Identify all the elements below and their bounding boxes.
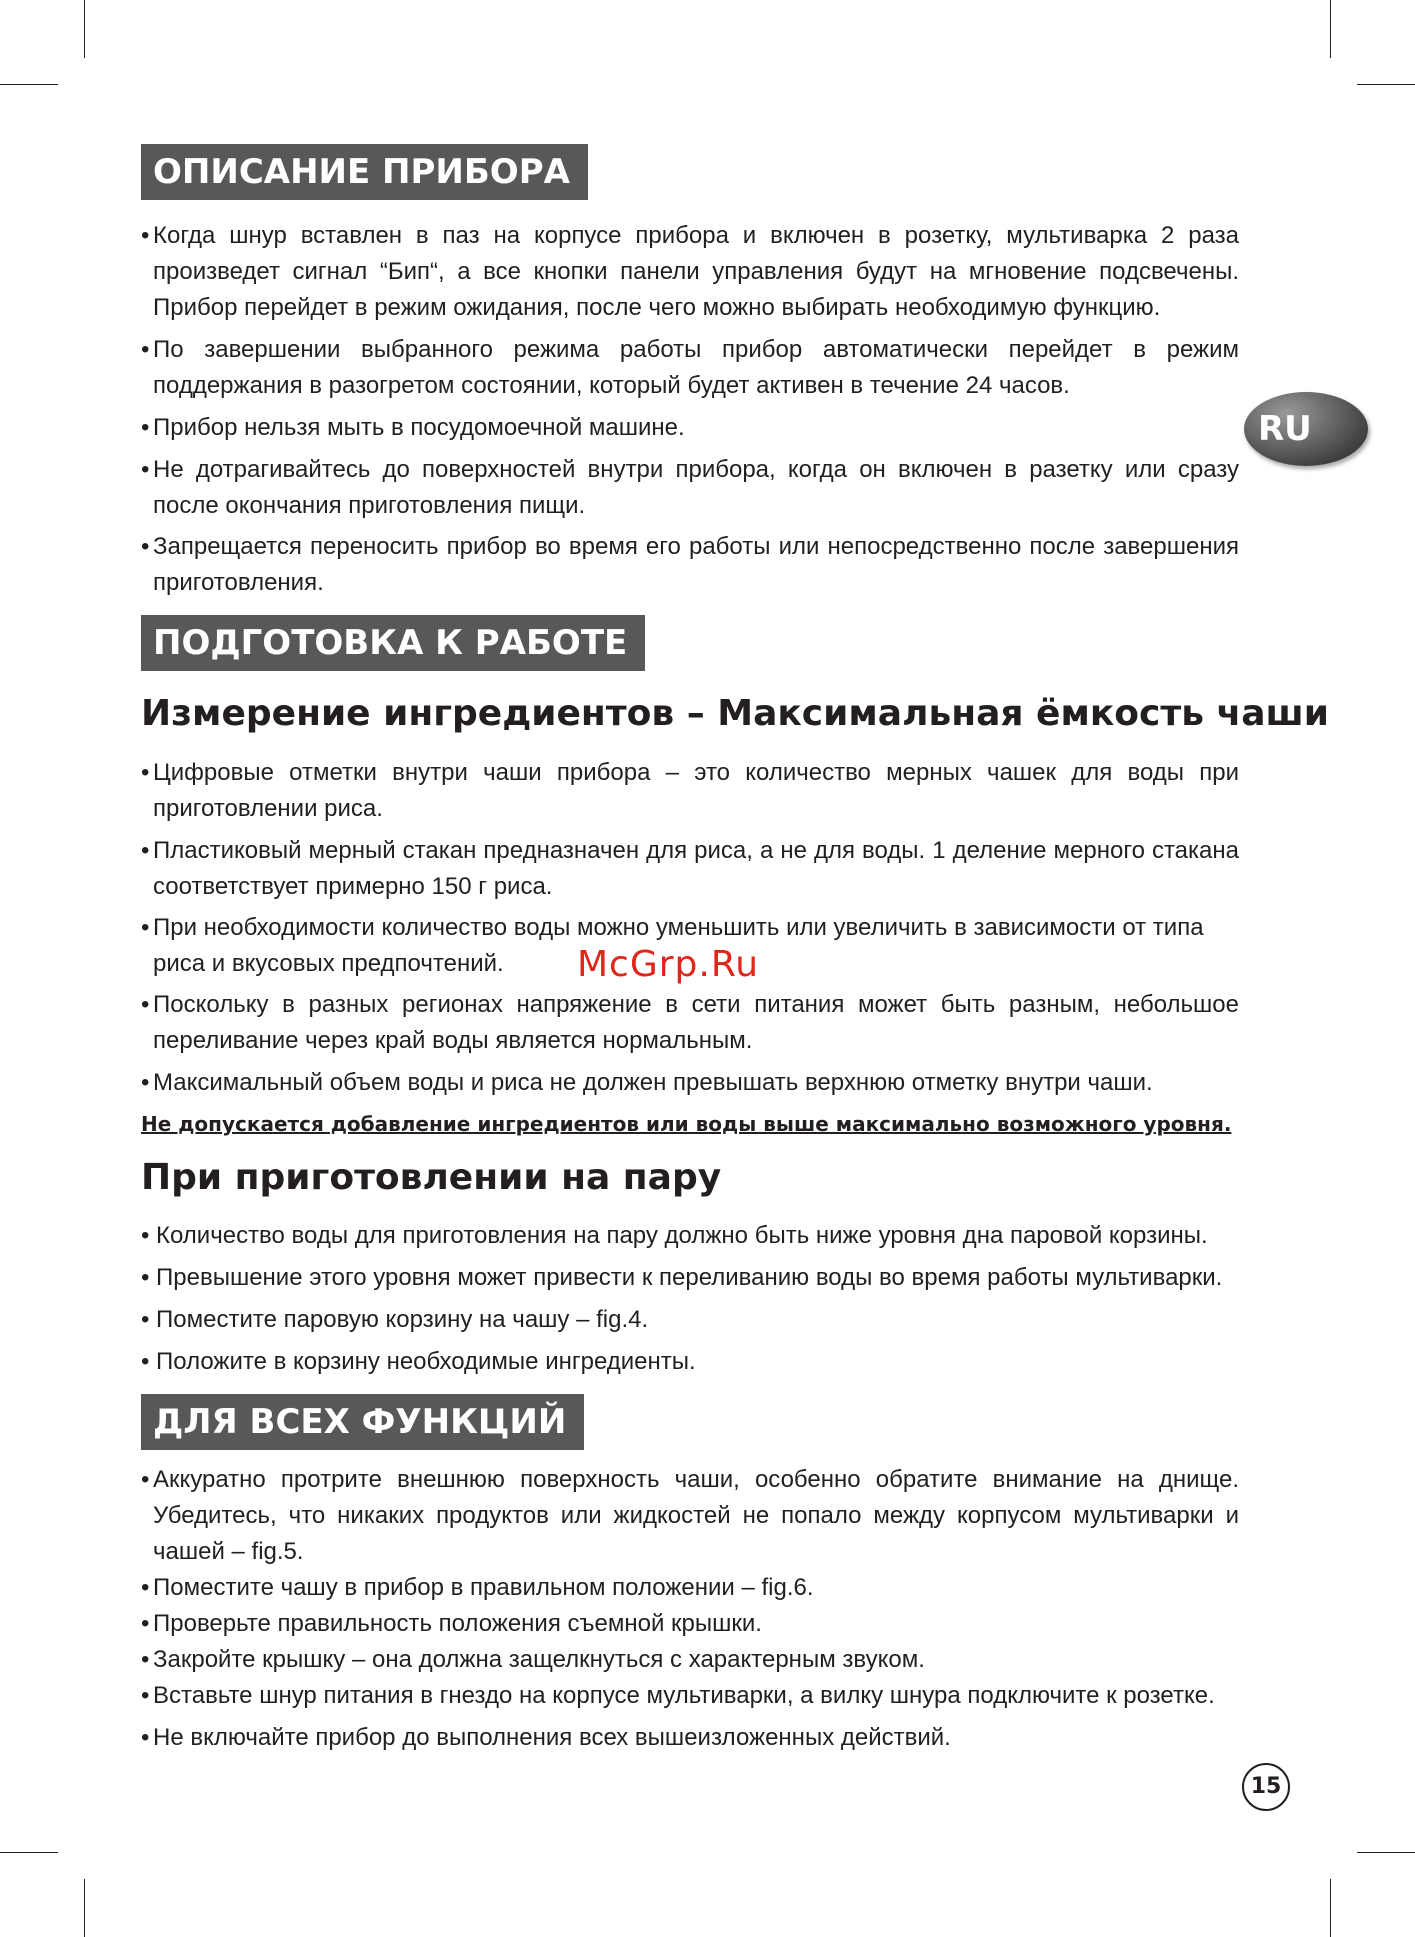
list-item: • По завершении выбранного режима работы прибор автоматически перейдет в режим поддержания в разогретом состоянии, который будет активен в течение 24 часов. (141, 332, 1239, 404)
bullet: • (141, 1264, 150, 1291)
list-item: • Запрещается переносить прибор во время его работы или непосредственно после завершения приготовления. (141, 529, 1239, 601)
bullet: • (141, 1222, 150, 1249)
crop-mark-left-top (0, 84, 58, 85)
list-item: • Вставьте шнур питания в гнездо на корпусе мультиварки, а вилку шнура подключите к розетке. (141, 1678, 1239, 1714)
list-item: • Количество воды для приготовления на пару должно быть ниже уровня дна паровой корзины. (141, 1218, 1239, 1254)
language-badge (1244, 392, 1368, 466)
bullet: • (141, 1610, 150, 1637)
list-item: • Поместите паровую корзину на чашу – fig.4. (141, 1302, 1239, 1338)
list-item: • Поскольку в разных регионах напряжение в сети питания может быть разным, небольшое переливание через край воды является нормальным. (141, 987, 1239, 1059)
crop-mark-top-left (84, 0, 85, 58)
crop-mark-bottom-left (84, 1879, 85, 1937)
list-item: • Положите в корзину необходимые ингредиенты. (141, 1344, 1239, 1380)
bullet: • (141, 222, 150, 249)
list-item: • Проверьте правильность положения съемной крышки. (141, 1606, 1239, 1642)
list-item: • Не включайте прибор до выполнения всех вышеизложенных действий. (141, 1720, 1239, 1756)
bullet: • (141, 336, 150, 363)
list-item: • Пластиковый мерный стакан предназначен для риса, а не для воды. 1 деление мерного стакана соответствует примерно 150 г риса. (141, 833, 1239, 905)
bullet: • (141, 1348, 150, 1375)
list-item: • Аккуратно протрите внешнюю поверхность чаши, особенно обратите внимание на днище. Убедитесь, что никаких продуктов или жидкостей не попало между корпусом мультиварки и чашей – fig.5. (141, 1462, 1239, 1570)
bullet: • (141, 533, 150, 560)
crop-mark-right-top (1357, 84, 1415, 85)
watermark: McGrp.Ru (577, 944, 760, 985)
bullet: • (141, 914, 150, 941)
warning-text: Не допускается добавление ингредиентов или воды выше максимально возможного уровня. (141, 1112, 1232, 1136)
list-item: • Максимальный объем воды и риса не должен превышать верхнюю отметку внутри чаши. (141, 1065, 1239, 1101)
crop-mark-bottom-right (1330, 1879, 1331, 1937)
section-heading-preparation: ПОДГОТОВКА К РАБОТЕ (141, 615, 645, 671)
bullet: • (141, 837, 150, 864)
section-heading-description: ОПИСАНИЕ ПРИБОРА (141, 144, 588, 200)
list-item: • Когда шнур вставлен в паз на корпусе прибора и включен в розетку, мультиварка 2 раза произведет сигнал “Бип“, а все кнопки панели управления будут на мгновение подсвечены. Прибор перейдет в режим ожидания, после чего можно выбирать необходимую функцию. (141, 218, 1239, 326)
list-item: • Поместите чашу в прибор в правильном положении – fig.6. (141, 1570, 1239, 1606)
bullet: • (141, 456, 150, 483)
crop-mark-left-bottom (0, 1852, 58, 1853)
bullet: • (141, 759, 150, 786)
bullet: • (141, 1306, 150, 1333)
language-badge-label: RU (1258, 409, 1312, 449)
bullet: • (141, 1646, 150, 1673)
bullet: • (141, 1466, 150, 1493)
subheading-measure: Измерение ингредиентов – Максимальная ёмкость чаши (141, 693, 1329, 734)
bullet: • (141, 414, 150, 441)
bullet: • (141, 1682, 150, 1709)
bullet: • (141, 1069, 150, 1096)
page-number: 15 (1242, 1763, 1290, 1811)
list-item: • Прибор нельзя мыть в посудомоечной машине. (141, 410, 1239, 446)
list-item: • Превышение этого уровня может привести к переливанию воды во время работы мультиварки. (141, 1260, 1239, 1296)
bullet: • (141, 1574, 150, 1601)
list-item: • Закройте крышку – она должна защелкнуться с характерным звуком. (141, 1642, 1239, 1678)
list-item: • Цифровые отметки внутри чаши прибора – это количество мерных чашек для воды при приготовлении риса. (141, 755, 1239, 827)
section-heading-all-functions: ДЛЯ ВСЕХ ФУНКЦИЙ (141, 1394, 584, 1450)
bullet: • (141, 991, 150, 1018)
list-item: • Не дотрагивайтесь до поверхностей внутри прибора, когда он включен в разетку или сразу после окончания приготовления пищи. (141, 452, 1239, 524)
bullet: • (141, 1724, 150, 1751)
list-item: • При необходимости количество воды можно уменьшить или увеличить в зависимости от типа риса и вкусовых предпочтений. (141, 910, 1239, 982)
crop-mark-right-bottom (1357, 1852, 1415, 1853)
crop-mark-top-right (1330, 0, 1331, 58)
subheading-steam: При приготовлении на пару (141, 1157, 722, 1198)
